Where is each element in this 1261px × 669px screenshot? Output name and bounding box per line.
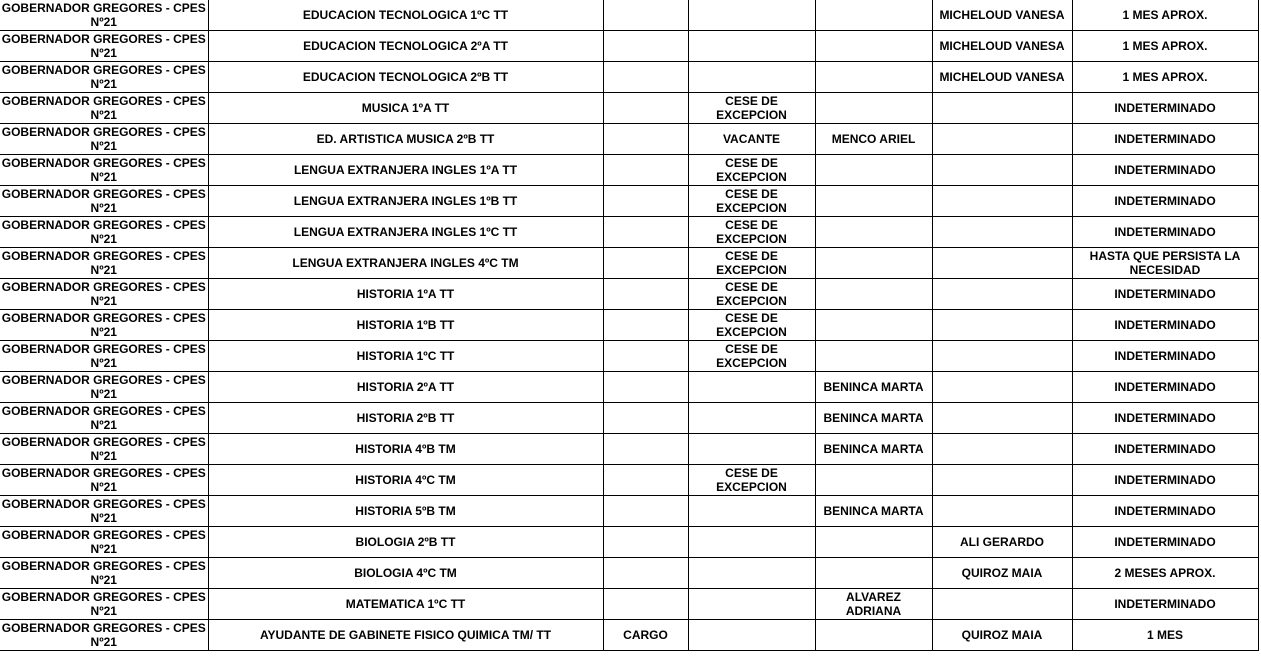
table-row [0, 217, 1258, 248]
holder-cell: MENCO ARIEL [815, 124, 932, 155]
type-cell [603, 434, 688, 465]
substitute-cell: QUIROZ MAIA [932, 558, 1072, 589]
substitute-cell [932, 496, 1072, 527]
school-cell: GOBERNADOR GREGORES - CPES Nº21 [0, 248, 208, 279]
holder-cell: BENINCA MARTA [815, 372, 932, 403]
school-cell: GOBERNADOR GREGORES - CPES Nº21 [0, 279, 208, 310]
reason-cell [688, 589, 815, 620]
substitute-cell [932, 403, 1072, 434]
reason-cell [688, 31, 815, 62]
type-cell [603, 465, 688, 496]
substitute-cell: QUIROZ MAIA [932, 620, 1072, 651]
table-row [0, 403, 1258, 434]
school-cell: GOBERNADOR GREGORES - CPES Nº21 [0, 31, 208, 62]
subject-cell: AYUDANTE DE GABINETE FISICO QUIMICA TM/ TT [208, 620, 603, 651]
type-cell [603, 310, 688, 341]
duration-cell: 1 MES APROX. [1072, 0, 1258, 31]
school-cell: GOBERNADOR GREGORES - CPES Nº21 [0, 124, 208, 155]
duration-cell: INDETERMINADO [1072, 434, 1258, 465]
table-row [0, 527, 1258, 558]
type-cell: CARGO [603, 620, 688, 651]
subject-cell: ED. ARTISTICA MUSICA 2ºB TT [208, 124, 603, 155]
holder-cell: BENINCA MARTA [815, 434, 932, 465]
duration-cell: INDETERMINADO [1072, 403, 1258, 434]
reason-cell [688, 434, 815, 465]
substitute-cell [932, 341, 1072, 372]
duration-cell: HASTA QUE PERSISTA LA NECESIDAD [1072, 248, 1258, 279]
reason-cell: CESE DE EXCEPCION [688, 155, 815, 186]
table-row [0, 62, 1258, 93]
table-row [0, 372, 1258, 403]
school-cell: GOBERNADOR GREGORES - CPES Nº21 [0, 186, 208, 217]
subject-cell: HISTORIA 2ºA TT [208, 372, 603, 403]
table-row [0, 279, 1258, 310]
type-cell [603, 279, 688, 310]
duration-cell: INDETERMINADO [1072, 372, 1258, 403]
holder-cell [815, 310, 932, 341]
holder-cell [815, 155, 932, 186]
holder-cell [815, 217, 932, 248]
holder-cell [815, 248, 932, 279]
duration-cell: INDETERMINADO [1072, 217, 1258, 248]
table-row [0, 310, 1258, 341]
table-row [0, 93, 1258, 124]
duration-cell: INDETERMINADO [1072, 589, 1258, 620]
subject-cell: HISTORIA 2ºB TT [208, 403, 603, 434]
duration-cell: INDETERMINADO [1072, 279, 1258, 310]
holder-cell [815, 558, 932, 589]
reason-cell [688, 403, 815, 434]
school-cell: GOBERNADOR GREGORES - CPES Nº21 [0, 434, 208, 465]
reason-cell [688, 527, 815, 558]
duration-cell: INDETERMINADO [1072, 186, 1258, 217]
type-cell [603, 155, 688, 186]
table-row [0, 31, 1258, 62]
school-cell: GOBERNADOR GREGORES - CPES Nº21 [0, 589, 208, 620]
type-cell [603, 403, 688, 434]
reason-cell [688, 0, 815, 31]
school-cell: GOBERNADOR GREGORES - CPES Nº21 [0, 0, 208, 31]
type-cell [603, 31, 688, 62]
reason-cell: CESE DE EXCEPCION [688, 248, 815, 279]
reason-cell: VACANTE [688, 124, 815, 155]
type-cell [603, 558, 688, 589]
table-row [0, 341, 1258, 372]
substitute-cell [932, 124, 1072, 155]
holder-cell: BENINCA MARTA [815, 403, 932, 434]
school-cell: GOBERNADOR GREGORES - CPES Nº21 [0, 527, 208, 558]
duration-cell: 1 MES APROX. [1072, 62, 1258, 93]
substitute-cell: MICHELOUD VANESA [932, 31, 1072, 62]
subject-cell: BIOLOGIA 2ºB TT [208, 527, 603, 558]
subject-cell: MUSICA 1ºA TT [208, 93, 603, 124]
type-cell [603, 372, 688, 403]
school-cell: GOBERNADOR GREGORES - CPES Nº21 [0, 372, 208, 403]
subject-cell: HISTORIA 5ºB TM [208, 496, 603, 527]
holder-cell: ALVAREZ ADRIANA [815, 589, 932, 620]
type-cell [603, 0, 688, 31]
duration-cell: INDETERMINADO [1072, 310, 1258, 341]
table-row [0, 434, 1258, 465]
substitute-cell: ALI GERARDO [932, 527, 1072, 558]
reason-cell: CESE DE EXCEPCION [688, 217, 815, 248]
school-cell: GOBERNADOR GREGORES - CPES Nº21 [0, 465, 208, 496]
duration-cell: INDETERMINADO [1072, 124, 1258, 155]
type-cell [603, 248, 688, 279]
holder-cell [815, 620, 932, 651]
school-cell: GOBERNADOR GREGORES - CPES Nº21 [0, 496, 208, 527]
reason-cell: CESE DE EXCEPCION [688, 93, 815, 124]
substitute-cell [932, 93, 1072, 124]
school-cell: GOBERNADOR GREGORES - CPES Nº21 [0, 217, 208, 248]
duration-cell: 1 MES APROX. [1072, 31, 1258, 62]
substitute-cell [932, 217, 1072, 248]
holder-cell [815, 0, 932, 31]
school-cell: GOBERNADOR GREGORES - CPES Nº21 [0, 620, 208, 651]
subject-cell: HISTORIA 1ºA TT [208, 279, 603, 310]
duration-cell: INDETERMINADO [1072, 155, 1258, 186]
table-row [0, 155, 1258, 186]
subject-cell: MATEMATICA 1ºC TT [208, 589, 603, 620]
reason-cell: CESE DE EXCEPCION [688, 341, 815, 372]
duration-cell: INDETERMINADO [1072, 465, 1258, 496]
subject-cell: HISTORIA 1ºB TT [208, 310, 603, 341]
subject-cell: HISTORIA 4ºB TM [208, 434, 603, 465]
school-cell: GOBERNADOR GREGORES - CPES Nº21 [0, 403, 208, 434]
table-row [0, 496, 1258, 527]
subject-cell: EDUCACION TECNOLOGICA 1ºC TT [208, 0, 603, 31]
holder-cell [815, 527, 932, 558]
reason-cell [688, 558, 815, 589]
school-cell: GOBERNADOR GREGORES - CPES Nº21 [0, 93, 208, 124]
substitute-cell: MICHELOUD VANESA [932, 62, 1072, 93]
school-cell: GOBERNADOR GREGORES - CPES Nº21 [0, 155, 208, 186]
subject-cell: LENGUA EXTRANJERA INGLES 4ºC TM [208, 248, 603, 279]
holder-cell [815, 93, 932, 124]
substitute-cell [932, 186, 1072, 217]
table-row [0, 124, 1258, 155]
subject-cell: LENGUA EXTRANJERA INGLES 1ºA TT [208, 155, 603, 186]
subject-cell: BIOLOGIA 4ºC TM [208, 558, 603, 589]
holder-cell: BENINCA MARTA [815, 496, 932, 527]
duration-cell: INDETERMINADO [1072, 341, 1258, 372]
holder-cell [815, 465, 932, 496]
table-row [0, 589, 1258, 620]
reason-cell [688, 62, 815, 93]
table-row [0, 0, 1258, 31]
subject-cell: HISTORIA 4ºC TM [208, 465, 603, 496]
reason-cell: CESE DE EXCEPCION [688, 465, 815, 496]
reason-cell: CESE DE EXCEPCION [688, 186, 815, 217]
type-cell [603, 496, 688, 527]
holder-cell [815, 31, 932, 62]
school-cell: GOBERNADOR GREGORES - CPES Nº21 [0, 310, 208, 341]
substitute-cell [932, 248, 1072, 279]
holder-cell [815, 186, 932, 217]
holder-cell [815, 279, 932, 310]
table-row [0, 558, 1258, 589]
type-cell [603, 589, 688, 620]
reason-cell [688, 620, 815, 651]
substitute-cell [932, 589, 1072, 620]
school-cell: GOBERNADOR GREGORES - CPES Nº21 [0, 558, 208, 589]
duration-cell: INDETERMINADO [1072, 527, 1258, 558]
type-cell [603, 93, 688, 124]
table-row [0, 465, 1258, 496]
subject-cell: LENGUA EXTRANJERA INGLES 1ºC TT [208, 217, 603, 248]
substitute-cell [932, 465, 1072, 496]
holder-cell [815, 62, 932, 93]
holder-cell [815, 341, 932, 372]
type-cell [603, 124, 688, 155]
type-cell [603, 186, 688, 217]
school-cell: GOBERNADOR GREGORES - CPES Nº21 [0, 62, 208, 93]
substitute-cell [932, 155, 1072, 186]
subject-cell: HISTORIA 1ºC TT [208, 341, 603, 372]
type-cell [603, 62, 688, 93]
substitute-cell: MICHELOUD VANESA [932, 0, 1072, 31]
subject-cell: LENGUA EXTRANJERA INGLES 1ºB TT [208, 186, 603, 217]
duration-cell: 1 MES [1072, 620, 1258, 651]
table-row [0, 248, 1258, 279]
table-row [0, 186, 1258, 217]
substitute-cell [932, 310, 1072, 341]
reason-cell [688, 372, 815, 403]
type-cell [603, 341, 688, 372]
table-row [0, 620, 1258, 651]
school-cell: GOBERNADOR GREGORES - CPES Nº21 [0, 341, 208, 372]
reason-cell [688, 496, 815, 527]
reason-cell: CESE DE EXCEPCION [688, 279, 815, 310]
duration-cell: INDETERMINADO [1072, 93, 1258, 124]
substitute-cell [932, 279, 1072, 310]
subject-cell: EDUCACION TECNOLOGICA 2ºA TT [208, 31, 603, 62]
substitute-cell [932, 372, 1072, 403]
duration-cell: 2 MESES APROX. [1072, 558, 1258, 589]
subject-cell: EDUCACION TECNOLOGICA 2ºB TT [208, 62, 603, 93]
type-cell [603, 217, 688, 248]
duration-cell: INDETERMINADO [1072, 496, 1258, 527]
type-cell [603, 527, 688, 558]
substitute-cell [932, 434, 1072, 465]
reason-cell: CESE DE EXCEPCION [688, 310, 815, 341]
